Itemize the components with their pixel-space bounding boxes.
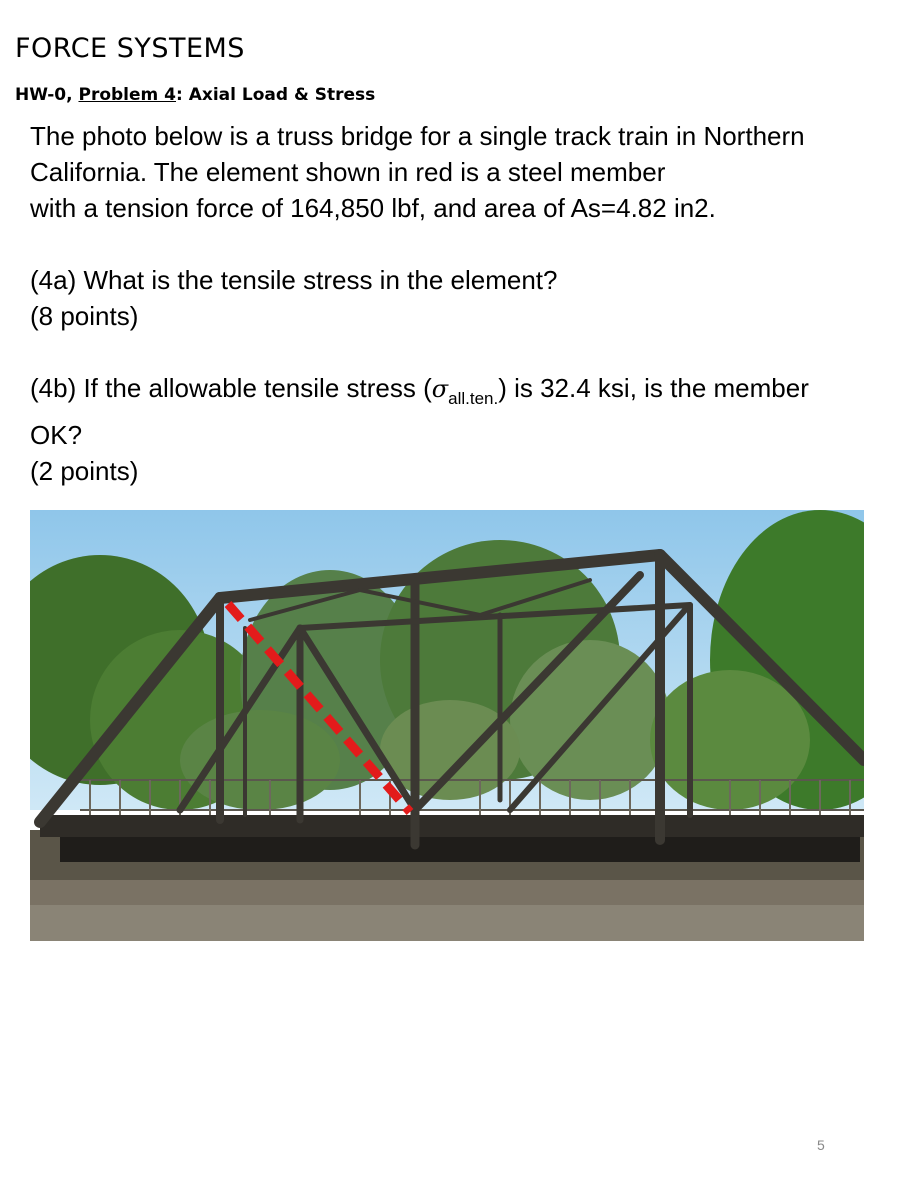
points-4b: (2 points) bbox=[30, 456, 139, 486]
sigma-symbol: σ bbox=[431, 375, 449, 403]
question-4b-end: ) is 32.4 ksi, is the member bbox=[498, 373, 809, 403]
intro-line-1: The photo below is a truss bridge for a single track train in Northern bbox=[30, 121, 805, 151]
problem-label: Problem 4 bbox=[78, 85, 176, 105]
problem-subtitle bbox=[15, 85, 375, 105]
question-4b-line-2: OK? bbox=[30, 420, 83, 450]
problem-topic: : Axial Load & Stress bbox=[176, 85, 376, 105]
question-4b bbox=[30, 370, 890, 417]
question-4b-start: (4b) If the allowable tensile stress ( bbox=[30, 373, 432, 403]
hw-prefix: HW-0, bbox=[15, 85, 79, 105]
intro-line-3: with a tension force of 164,850 lbf, and area of As=4.82 in2. bbox=[30, 193, 716, 223]
sigma-subscript: all.ten. bbox=[448, 389, 499, 408]
question-4a: (4a) What is the tensile stress in the element? bbox=[30, 265, 558, 295]
truss-bridge-photo bbox=[30, 510, 864, 941]
points-4a: (8 points) bbox=[30, 301, 139, 331]
intro-line-2: California. The element shown in red is a steel member bbox=[30, 157, 666, 187]
truss-bridge-illustration bbox=[30, 510, 864, 941]
page-title: FORCE SYSTEMS bbox=[15, 33, 245, 64]
problem-body bbox=[30, 118, 890, 489]
page-number: 5 bbox=[817, 1137, 825, 1153]
